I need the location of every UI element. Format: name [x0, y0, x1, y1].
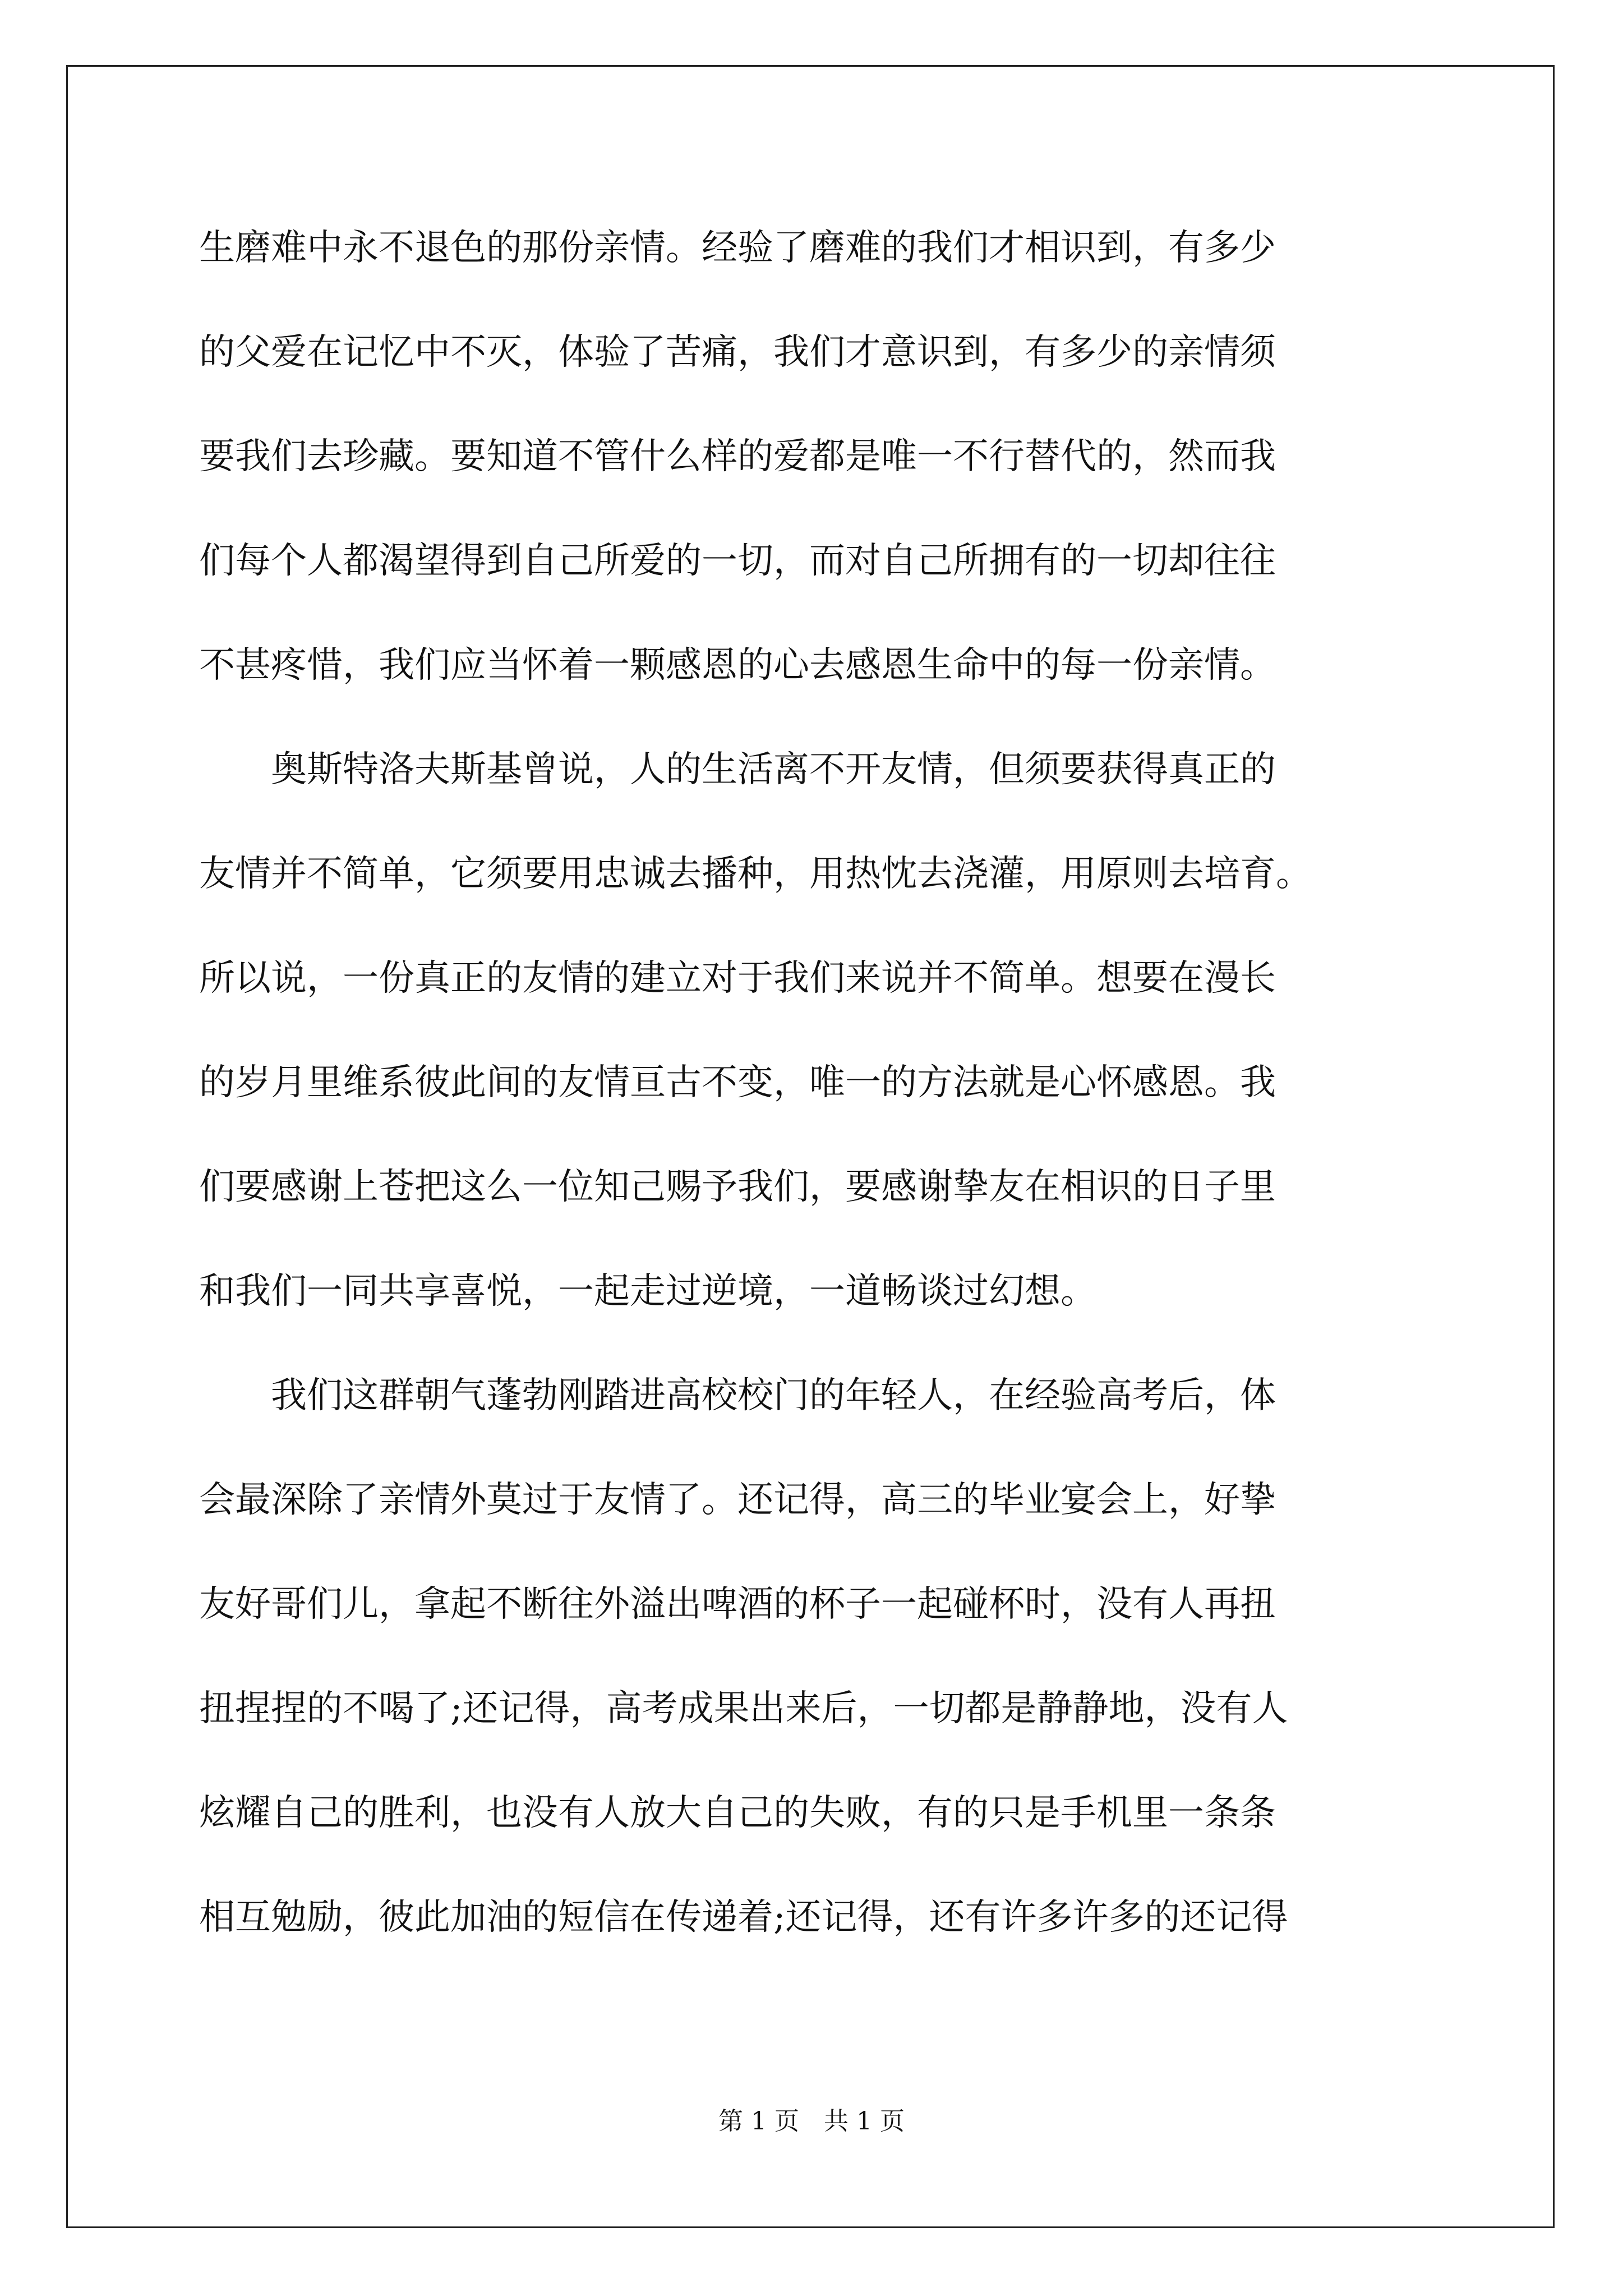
text-line: 炫耀自己的胜利，也没有人放大自己的失败，有的只是手机里一条条 — [199, 1792, 1276, 1834]
text-line: 会最深除了亲情外莫过于友情了。还记得，高三的毕业宴会上，好挚 — [199, 1479, 1276, 1521]
text-line: 不甚疼惜，我们应当怀着一颗感恩的心去感恩生命中的每一份亲情。 — [199, 645, 1276, 686]
text-line: 的岁月里维系彼此间的友情亘古不变，唯一的方法就是心怀感恩。我 — [199, 1062, 1276, 1103]
text-line: 生磨难中永不退色的那份亲情。经验了磨难的我们才相识到，有多少 — [199, 227, 1276, 269]
text-line: 友好哥们儿，拿起不断往外溢出啤酒的杯子一起碰杯时，没有人再扭 — [199, 1584, 1276, 1625]
text-line: 奥斯特洛夫斯基曾说，人的生活离不开友情，但须要获得真正的 — [199, 749, 1276, 790]
text-line: 的父爱在记忆中不灭，体验了苦痛，我们才意识到，有多少的亲情须 — [199, 332, 1276, 373]
text-line: 友情并不简单，它须要用忠诚去播种，用热忱去浇灌，用原则去培育。 — [199, 853, 1312, 895]
text-line: 我们这群朝气蓬勃刚踏进高校校门的年轻人，在经验高考后，体 — [199, 1375, 1276, 1416]
text-line: 相互勉励，彼此加油的短信在传递着;还记得，还有许多许多的还记得 — [199, 1897, 1288, 1938]
text-line: 扭捏捏的不喝了;还记得，高考成果出来后，一切都是静静地，没有人 — [199, 1688, 1288, 1729]
page-number-footer: 第 1 页 共 1 页 — [718, 2107, 905, 2136]
text-line: 们每个人都渴望得到自己所爱的一切，而对自己所拥有的一切却往往 — [199, 540, 1276, 582]
text-line: 们要感谢上苍把这么一位知己赐予我们，要感谢挚友在相识的日子里 — [199, 1166, 1276, 1208]
text-line: 要我们去珍藏。要知道不管什么样的爱都是唯一不行替代的，然而我 — [199, 436, 1276, 477]
text-line: 所以说，一份真正的友情的建立对于我们来说并不简单。想要在漫长 — [199, 958, 1276, 999]
text-line: 和我们一同共享喜悦，一起走过逆境，一道畅谈过幻想。 — [199, 1271, 1096, 1312]
